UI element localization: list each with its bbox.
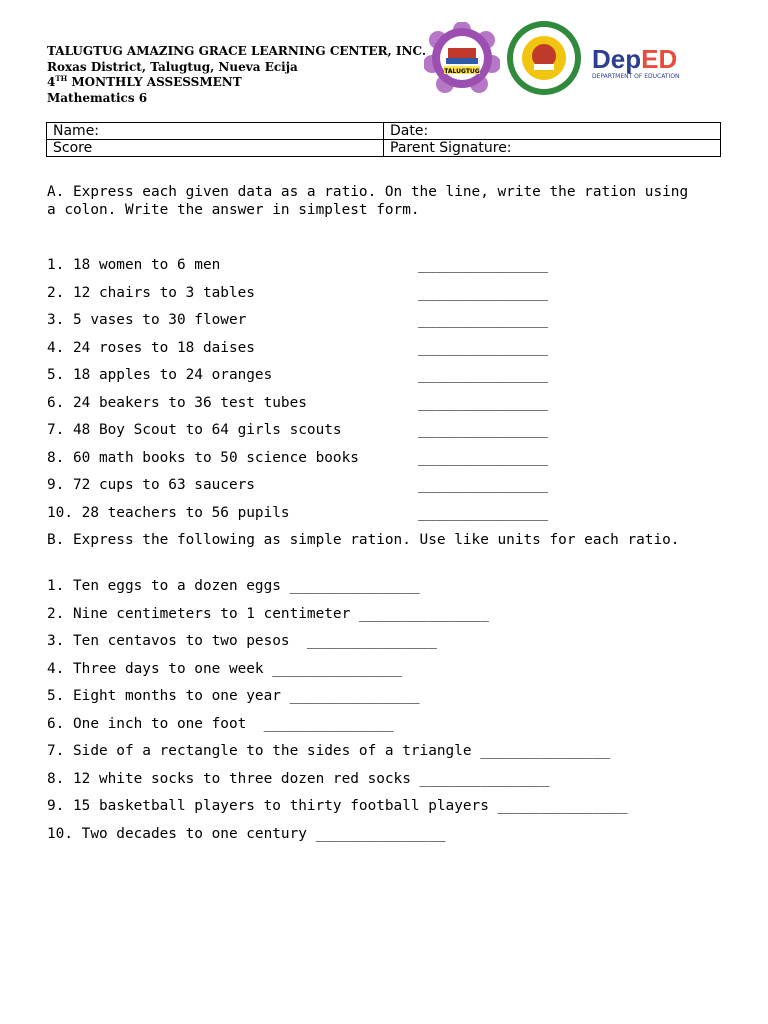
table-row [47, 123, 721, 140]
answer-blank[interactable]: _______________ [418, 284, 548, 301]
question-item[interactable]: 2. Nine centimeters to 1 centimeter _______________ [47, 605, 489, 622]
deped-wordmark: DepED [592, 44, 678, 74]
question-item[interactable]: 4. Three days to one week _______________ [47, 660, 403, 677]
date-field[interactable]: Date: [384, 123, 721, 140]
table-row [47, 140, 721, 157]
question-item: 9. 72 cups to 63 saucers [47, 477, 255, 493]
assessment-title [47, 75, 426, 91]
answer-blank[interactable]: _______________ [418, 422, 548, 438]
question-item[interactable]: 9. 15 basketball players to thirty football players _______________ [47, 798, 628, 814]
question-item: 8. 60 math books to 50 science books [47, 449, 359, 466]
question-item: 3. 5 vases to 30 flower [47, 312, 247, 328]
question-item[interactable]: 5. Eight months to one year _______________ [47, 688, 420, 704]
question-item[interactable]: 1. Ten eggs to a dozen eggs _______________ [47, 578, 420, 594]
answer-blank[interactable]: _______________ [418, 257, 548, 273]
answer-blank[interactable]: _______________ [418, 312, 548, 328]
question-item[interactable]: 8. 12 white socks to three dozen red socks _______________ [47, 770, 550, 787]
question-item: 5. 18 apples to 24 oranges [47, 367, 273, 383]
question-item: 6. 24 beakers to 36 test tubes [47, 394, 307, 411]
score-field[interactable]: Score [47, 140, 384, 157]
school-address: Roxas District, Talugtug, Nueva Ecija [47, 59, 298, 74]
answer-blank[interactable]: _______________ [418, 394, 548, 411]
deped-subtext: DEPARTMENT OF EDUCATION [592, 73, 680, 80]
assessment-label: MONTHLY ASSESSMENT [67, 75, 242, 89]
subject-title: Mathematics 6 [47, 90, 148, 105]
section-a-instruction: A. Express each given data as a ratio. On the line, write the ration using a colon. Write the answer in simplest form. [47, 184, 689, 218]
question-item[interactable]: 10. Two decades to one century _______________ [47, 825, 446, 842]
assessment-number: 4 [47, 75, 56, 89]
question-item: 1. 18 women to 6 men [47, 257, 221, 273]
section-b-instruction: B. Express the following as simple ration. Use like units for each ratio. [47, 532, 680, 548]
question-item: 2. 12 chairs to 3 tables [47, 284, 255, 301]
answer-blank[interactable]: _______________ [418, 504, 548, 521]
student-info-table [46, 122, 721, 157]
deped-logo [592, 42, 692, 82]
question-item[interactable]: 3. Ten centavos to two pesos _______________ [47, 633, 437, 649]
name-field[interactable]: Name: [47, 123, 384, 140]
division-seal-logo [506, 20, 582, 96]
question-item: 7. 48 Boy Scout to 64 girls scouts [47, 422, 342, 438]
question-item[interactable]: 6. One inch to one foot _______________ [47, 715, 394, 732]
answer-blank[interactable]: _______________ [418, 367, 548, 383]
answer-blank[interactable]: _______________ [418, 449, 548, 466]
question-item: 10. 28 teachers to 56 pupils [47, 504, 290, 521]
question-item[interactable]: 7. Side of a rectangle to the sides of a triangle _______________ [47, 743, 611, 759]
logo-row [424, 20, 694, 96]
school-header [47, 44, 426, 106]
school-seal-logo [424, 22, 500, 94]
answer-blank[interactable]: _______________ [418, 339, 548, 356]
question-item: 4. 24 roses to 18 daises [47, 339, 255, 356]
school-name: TALUGTUG AMAZING GRACE LEARNING CENTER, INC. [47, 44, 426, 58]
parent-signature-field[interactable]: Parent Signature: [384, 140, 721, 157]
school-seal-text: TALUGTUG [444, 68, 480, 75]
answer-blank[interactable]: _______________ [418, 477, 548, 493]
assessment-suffix: TH [55, 74, 68, 83]
